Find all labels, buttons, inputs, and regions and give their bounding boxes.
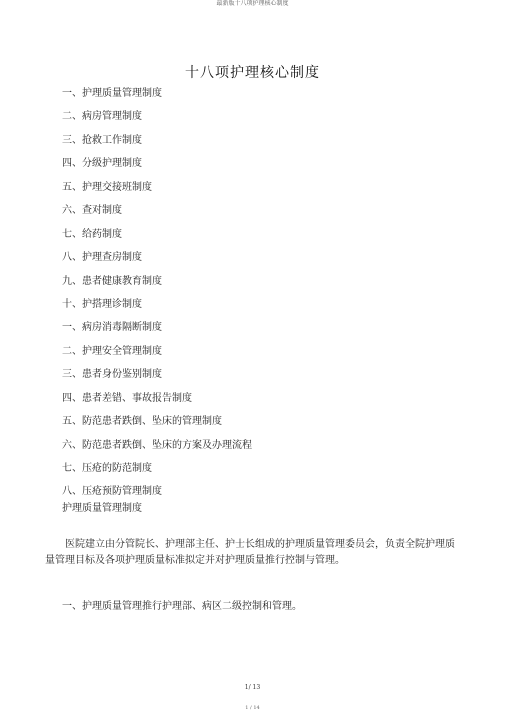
toc-item: 五、护理交接班制度 [62,181,152,193]
toc-item: 三、患者身份鉴别制度 [62,369,162,381]
toc-item: 八、护理查房制度 [62,252,142,264]
running-header: 最新版十八项护理核心制度 [216,0,289,7]
toc-item: 一、病房消毒隔断制度 [62,322,162,334]
body-paragraph-text: 医院建立由分管院长、护理部主任、护士长组成的护理质量管理委员会，负责全院护理质量管理目标及各项护理质量标准拟定并对护理质量推行控制与管理。 [45,539,455,566]
page-number: 1/ 13 [244,684,261,691]
toc-item: 二、护理安全管理制度 [62,345,162,357]
toc-item: 四、分级护理制度 [62,158,142,170]
toc-item: 九、患者健康教育制度 [62,275,162,287]
toc-item: 六、防范患者跌倒、坠床的方案及办理流程 [62,439,252,451]
page-number-footer: 1 / 14 [245,705,260,711]
toc-item: 十、护搭理诊制度 [62,298,142,310]
toc-item: 五、防范患者跌倒、坠床的管理制度 [62,416,222,428]
toc-item: 四、患者差错、事故报告制度 [62,392,192,404]
toc-item: 三、抢救工作制度 [62,134,142,146]
toc-item: 八、压疮预防管理制度 [62,486,162,498]
toc-item: 二、病房管理制度 [62,111,142,123]
toc-item: 七、给药制度 [62,228,122,240]
toc-item: 六、查对制度 [62,205,122,217]
numbered-paragraph: 一、护理质量管理推行护理部、病区二级控制和管理。 [62,601,302,612]
table-of-contents [62,88,252,510]
document-title: 十八项护理核心制度 [185,65,320,81]
toc-item: 七、压疮的防范制度 [62,463,152,474]
body-paragraph [45,537,457,569]
section-heading: 护理质量管理制度 [62,503,142,514]
toc-item: 一、护理质量管理制度 [62,88,162,99]
